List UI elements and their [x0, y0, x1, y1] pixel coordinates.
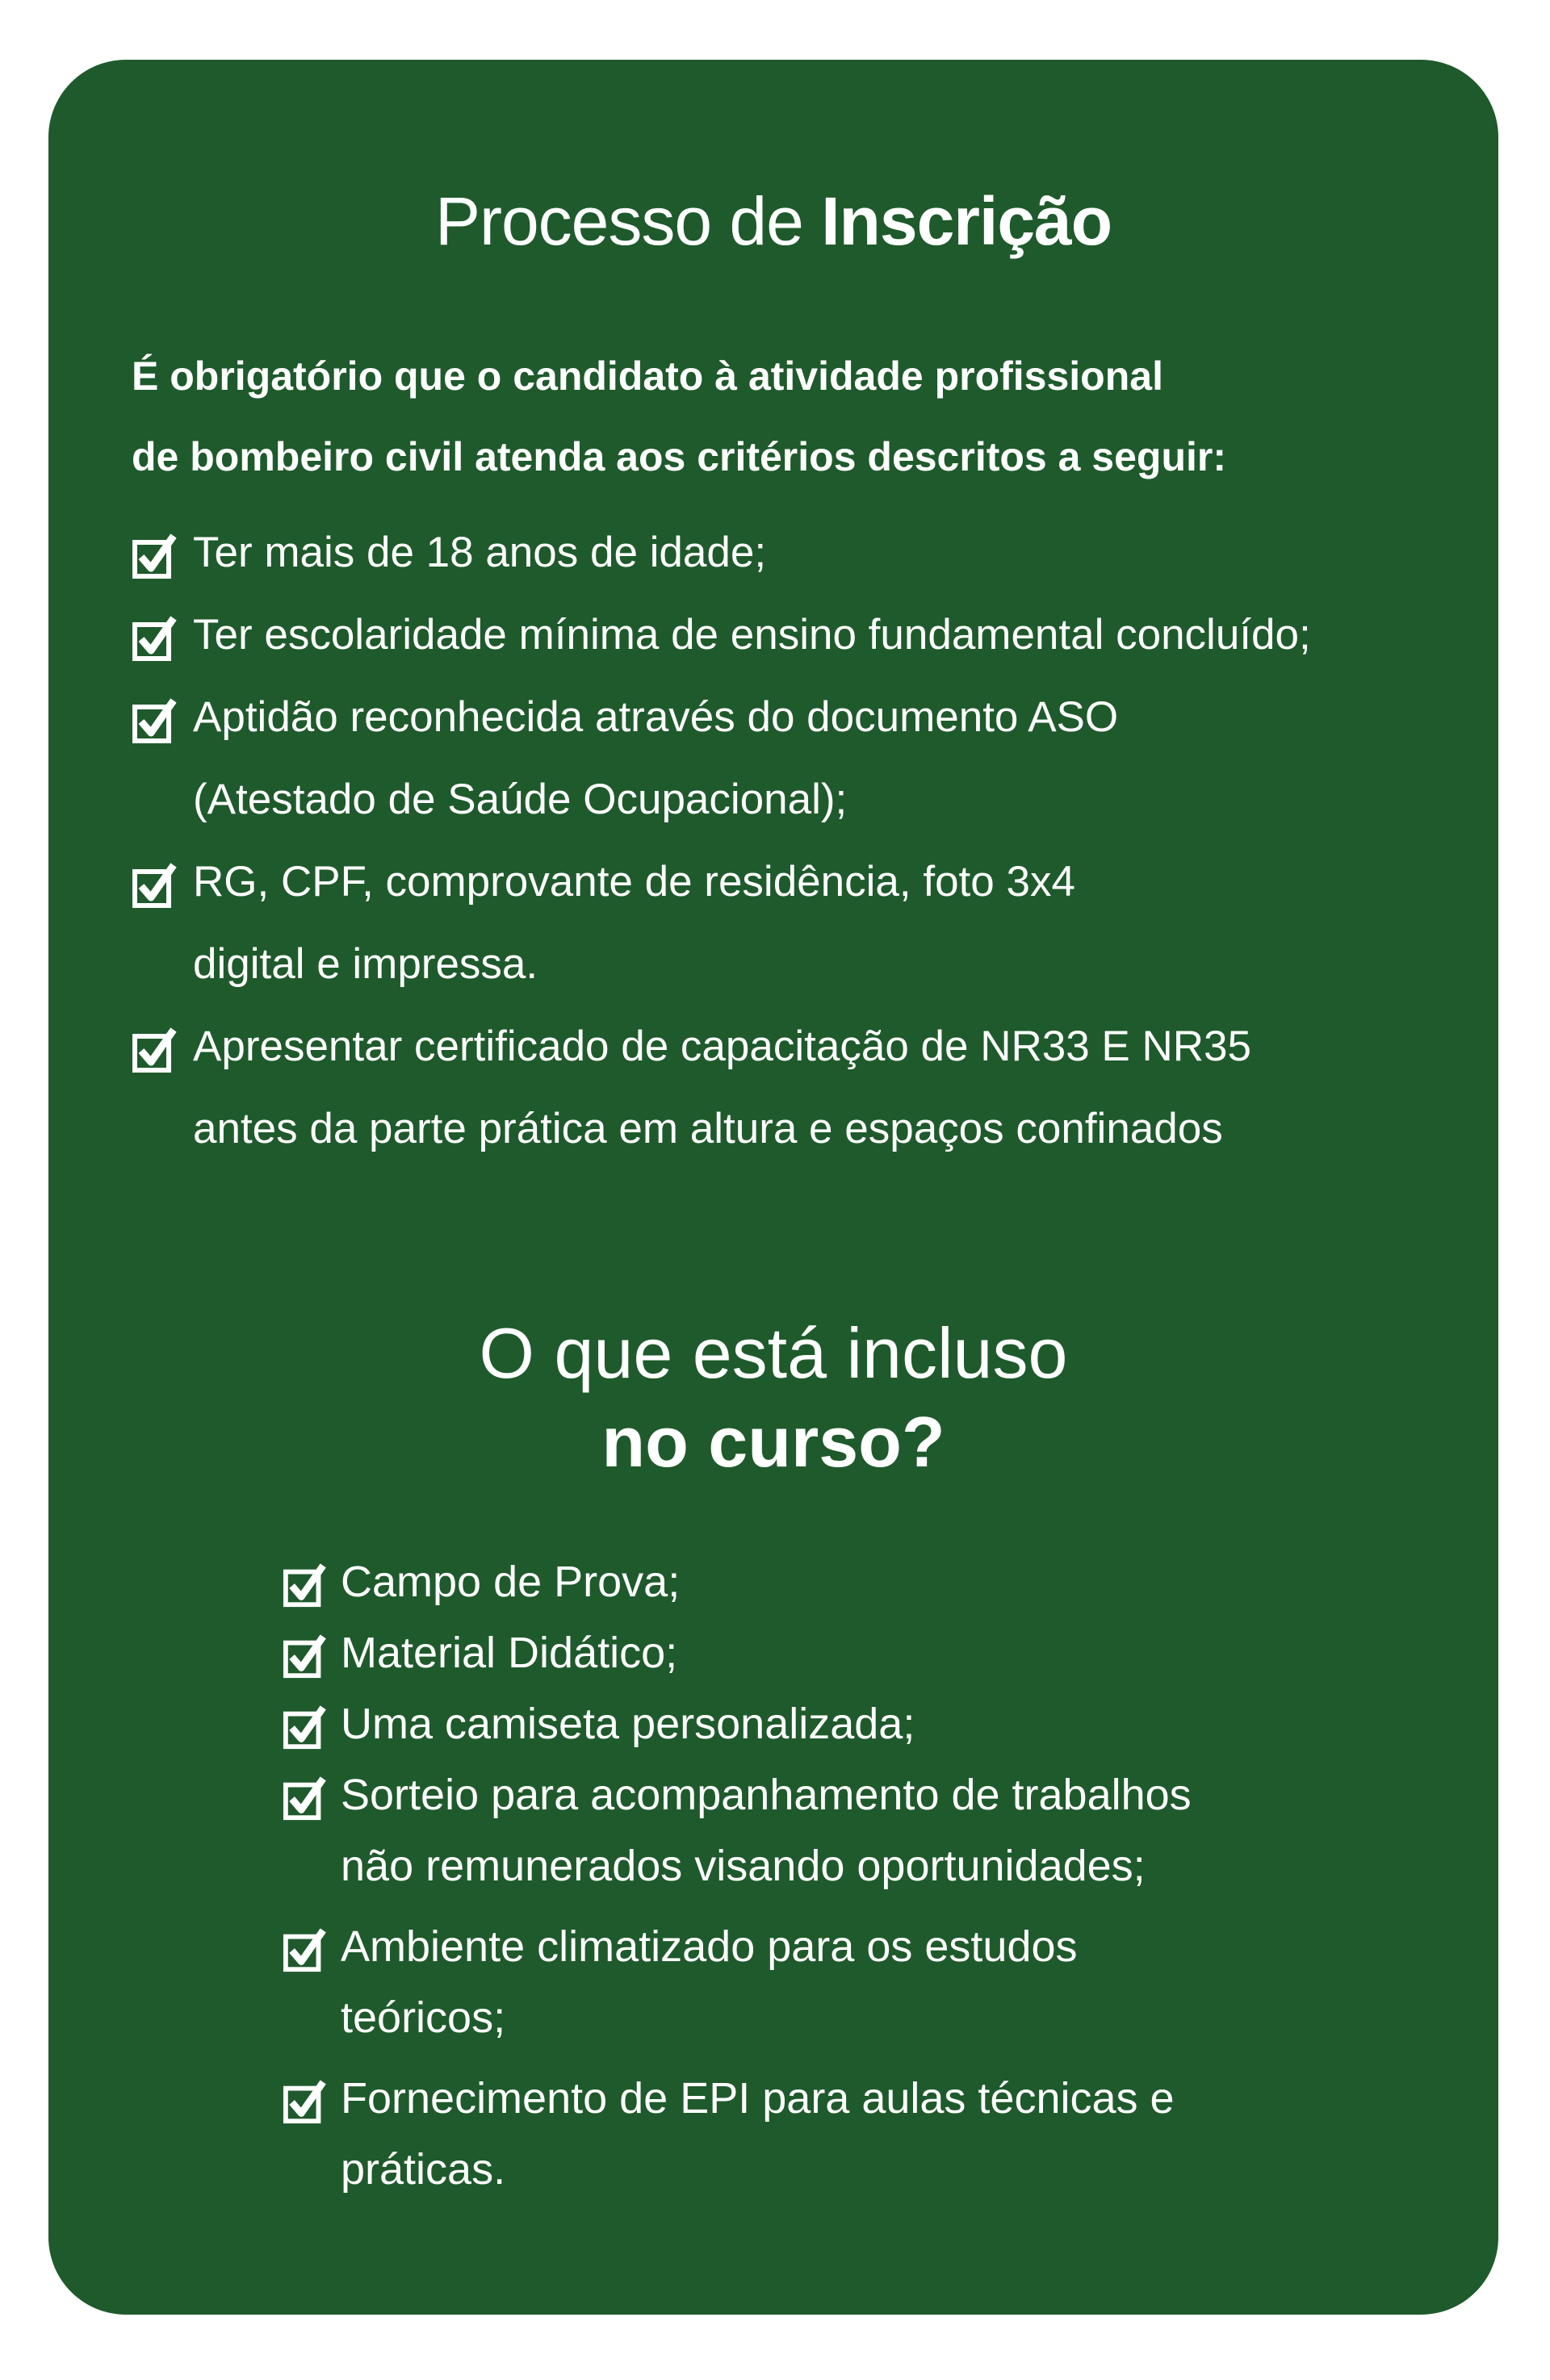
checkbox-check-icon — [283, 1562, 329, 1609]
list-item — [283, 1911, 1332, 2053]
list-item-text: Uma camiseta personalizada; — [341, 1700, 915, 1748]
checkbox-check-icon — [283, 1704, 329, 1751]
list-item-text-cont: práticas. — [341, 2145, 506, 2194]
info-card — [48, 60, 1498, 2315]
list-item-text: Apresentar certificado de capacitação de NR33 E NR35 — [193, 1023, 1251, 1070]
list-item-text-cont: (Atestado de Saúde Ocupacional); — [193, 776, 848, 823]
list-item — [283, 1546, 1332, 1617]
list-item-text: Sorteio para acompanhamento de trabalhos — [341, 1771, 1192, 1819]
checkbox-check-icon — [132, 862, 180, 910]
included-list — [283, 1546, 1332, 2205]
title-line-2: no curso? — [601, 1402, 945, 1482]
list-item — [283, 1688, 1332, 1759]
title-regular: Processo de — [434, 183, 822, 259]
checkbox-check-icon — [132, 615, 180, 663]
list-item — [132, 676, 1488, 841]
list-item — [132, 512, 1488, 594]
list-item-text: Aptidão reconhecida através do documento ASO — [193, 693, 1119, 741]
checkbox-check-icon — [132, 1027, 180, 1075]
list-item — [132, 841, 1488, 1006]
intro-line-2: de bombeiro civil atenda aos critérios descritos a seguir: — [132, 434, 1227, 479]
list-item-text: RG, CPF, comprovante de residência, foto 3x4 — [193, 858, 1075, 906]
section-title-inscricao — [48, 181, 1498, 261]
list-item-text: Ter mais de 18 anos de idade; — [193, 529, 767, 576]
title-line-1: O que está incluso — [479, 1313, 1068, 1393]
list-item — [283, 1617, 1332, 1688]
list-item-text-cont: antes da parte prática em altura e espaços confinados — [193, 1105, 1223, 1152]
section-title-incluso — [48, 1309, 1498, 1487]
intro-line-1: É obrigatório que o candidato à atividade profissional — [132, 353, 1163, 399]
checkbox-check-icon — [283, 2079, 329, 2126]
checkbox-check-icon — [132, 533, 180, 581]
list-item-text: Campo de Prova; — [341, 1558, 681, 1606]
list-item-text: Fornecimento de EPI para aulas técnicas e — [341, 2074, 1175, 2123]
list-item-text: Ambiente climatizado para os estudos — [341, 1922, 1078, 1971]
list-item-text-cont: teóricos; — [341, 1993, 506, 2042]
list-item-text: Material Didático; — [341, 1629, 678, 1677]
list-item — [283, 1759, 1332, 1901]
requirements-list — [132, 512, 1488, 1170]
list-item — [132, 594, 1488, 676]
list-item-text-cont: não remunerados visando oportunidades; — [341, 1842, 1146, 1890]
checkbox-check-icon — [283, 1633, 329, 1680]
checkbox-check-icon — [283, 1927, 329, 1974]
list-item-text-cont: digital e impressa. — [193, 940, 538, 988]
title-bold: Inscrição — [821, 183, 1112, 259]
list-item-text: Ter escolaridade mínima de ensino fundamental concluído; — [193, 611, 1311, 659]
checkbox-check-icon — [132, 697, 180, 746]
list-item — [283, 2063, 1332, 2205]
list-item — [132, 1006, 1488, 1170]
intro-text — [132, 336, 1456, 497]
checkbox-check-icon — [283, 1776, 329, 1822]
